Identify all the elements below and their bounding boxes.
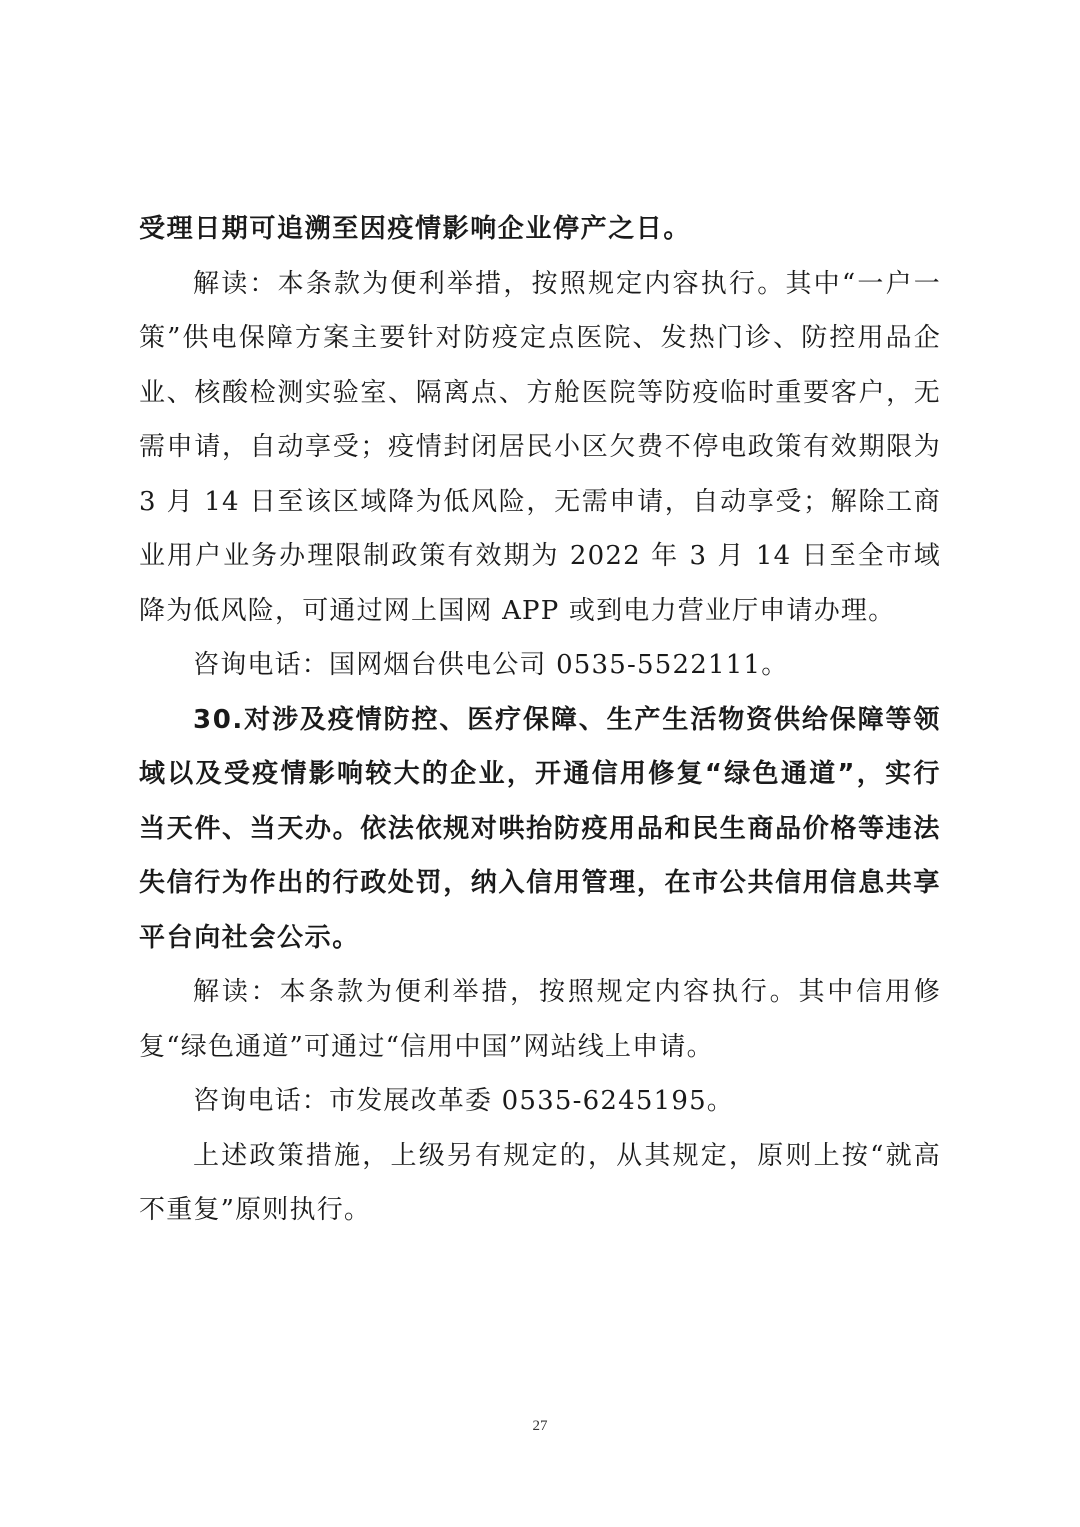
contact-phone-paragraph: 咨询电话：市发展改革委 0535-6245195。 (193, 1086, 735, 1116)
clause-continuation: 受理日期可追溯至因疫情影响企业停产之日。 (139, 214, 692, 244)
clause-30-paragraph: 30.对涉及疫情防控、医疗保障、生产生活物资供给保障等领域以及受疫情影响较大的企业，开通信用修复“绿色通道”，实行当天件、当天办。依法依规对哄抬防疫用品和民生商品价格等违法失信行为作出的行政处罚，纳入信用管理，在市公共信用信息共享平台向社会公示。 (139, 704, 941, 953)
closing-paragraph: 上述政策措施，上级另有规定的，从其规定，原则上按“就高不重复”原则执行。 (139, 1140, 941, 1225)
interpretation-paragraph: 解读：本条款为便利举措，按照规定内容执行。其中信用修复“绿色通道”可通过“信用中国”网站线上申请。 (139, 977, 941, 1062)
contact-phone-paragraph: 咨询电话：国网烟台供电公司 0535-5522111。 (193, 650, 789, 680)
document-body (139, 202, 941, 1238)
interpretation-paragraph: 解读：本条款为便利举措，按照规定内容执行。其中“一户一策”供电保障方案主要针对防疫定点医院、发热门诊、防控用品企业、核酸检测实验室、隔离点、方舱医院等防疫临时重要客户，无需申请，自动享受；疫情封闭居民小区欠费不停电政策有效期限为 3 月 14 日至该区域降为低风险，无需申请，自动享受；解除工商业用户业务办理限制政策有效期为 2022 年 3 月 14 日至全市域降为低风险，可通过网上国网 APP 或到电力营业厅申请办理。 (139, 268, 941, 626)
page-number: 27 (532, 1418, 548, 1434)
